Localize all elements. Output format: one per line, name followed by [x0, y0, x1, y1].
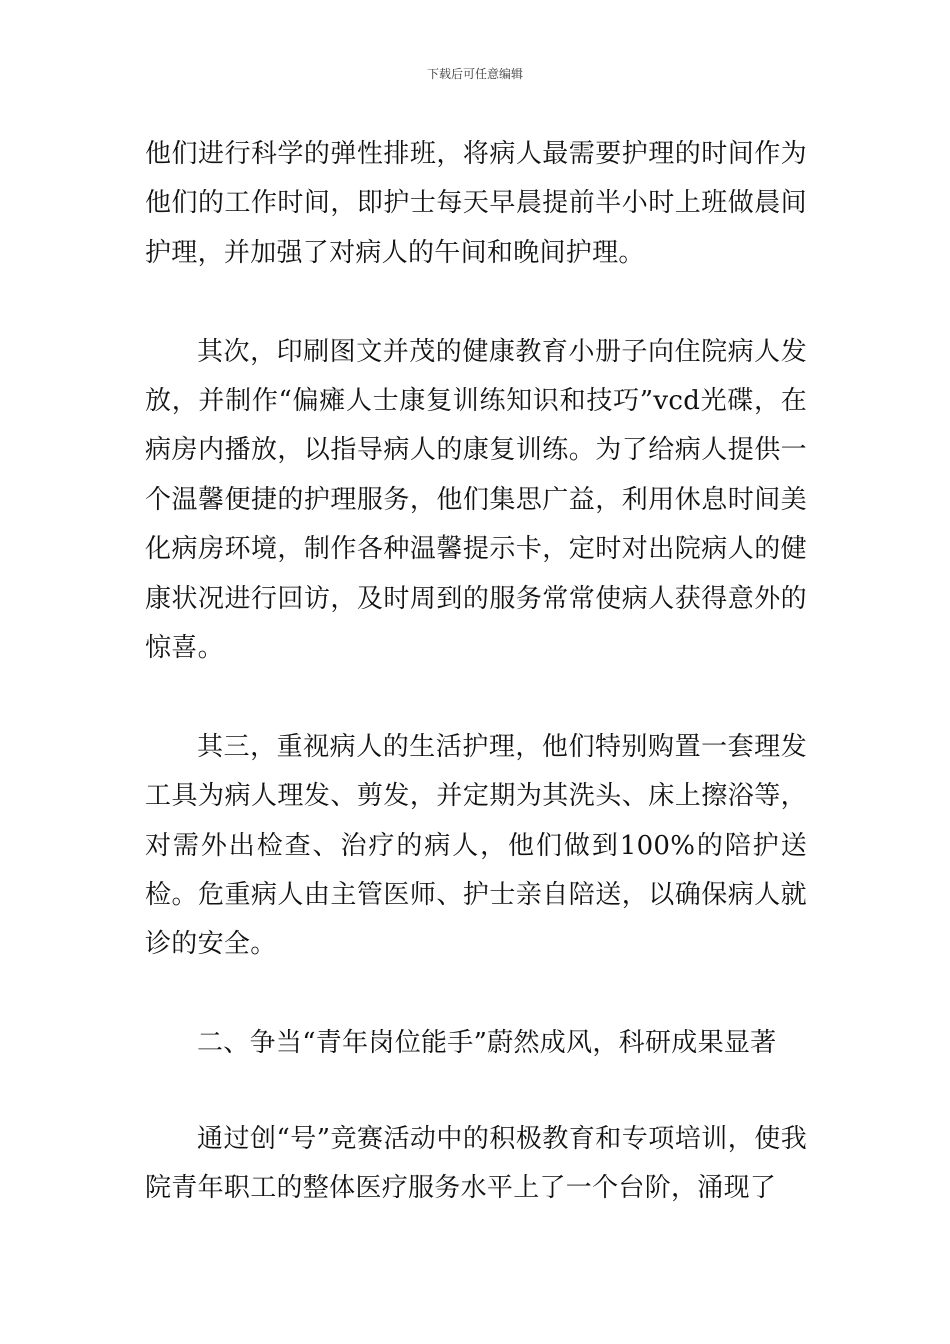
section-heading: 二、争当“青年岗位能手”蔚然成风，科研成果显著 — [197, 1028, 777, 1059]
document-body — [145, 130, 807, 1213]
paragraph-secondly: 其次，印刷图文并茂的健康教育小册子向住院病人发放，并制作“偏瘫人士康复训练知识和技巧”vcd光碟，在病房内播放，以指导病人的康复训练。为了给病人提供一个温馨便捷的护理服务，他们集思广益，利用休息时间美化病房环境，制作各种温馨提示卡，定时对出院病人的健康状况进行回访，及时周到的服务常常使病人获得意外的惊喜。 — [145, 336, 807, 664]
paragraph-spacer — [145, 278, 807, 327]
paragraph-thirdly: 其三，重视病人的生活护理，他们特别购置一套理发工具为病人理发、剪发，并定期为其洗头、床上擦浴等，对需外出检查、治疗的病人，他们做到100%的陪护送检。危重病人由主管医师、护士亲自陪送，以确保病人就诊的安全。 — [145, 731, 807, 960]
paragraph-section-two-intro: 通过创“号”竞赛活动中的积极教育和专项培训，使我院青年职工的整体医疗服务水平上了一个台阶，涌现了 — [145, 1123, 807, 1204]
paragraph-spacer — [145, 1069, 807, 1115]
paragraph-spacer — [145, 970, 807, 1019]
paragraph-continuation: 他们进行科学的弹性排班，将病人最需要护理的时间作为他们的工作时间，即护士每天早晨提前半小时上班做晨间护理，并加强了对病人的午间和晚间护理。 — [145, 139, 807, 268]
paragraph-spacer — [145, 673, 807, 722]
page-header-note: 下载后可任意编辑 — [426, 67, 523, 81]
